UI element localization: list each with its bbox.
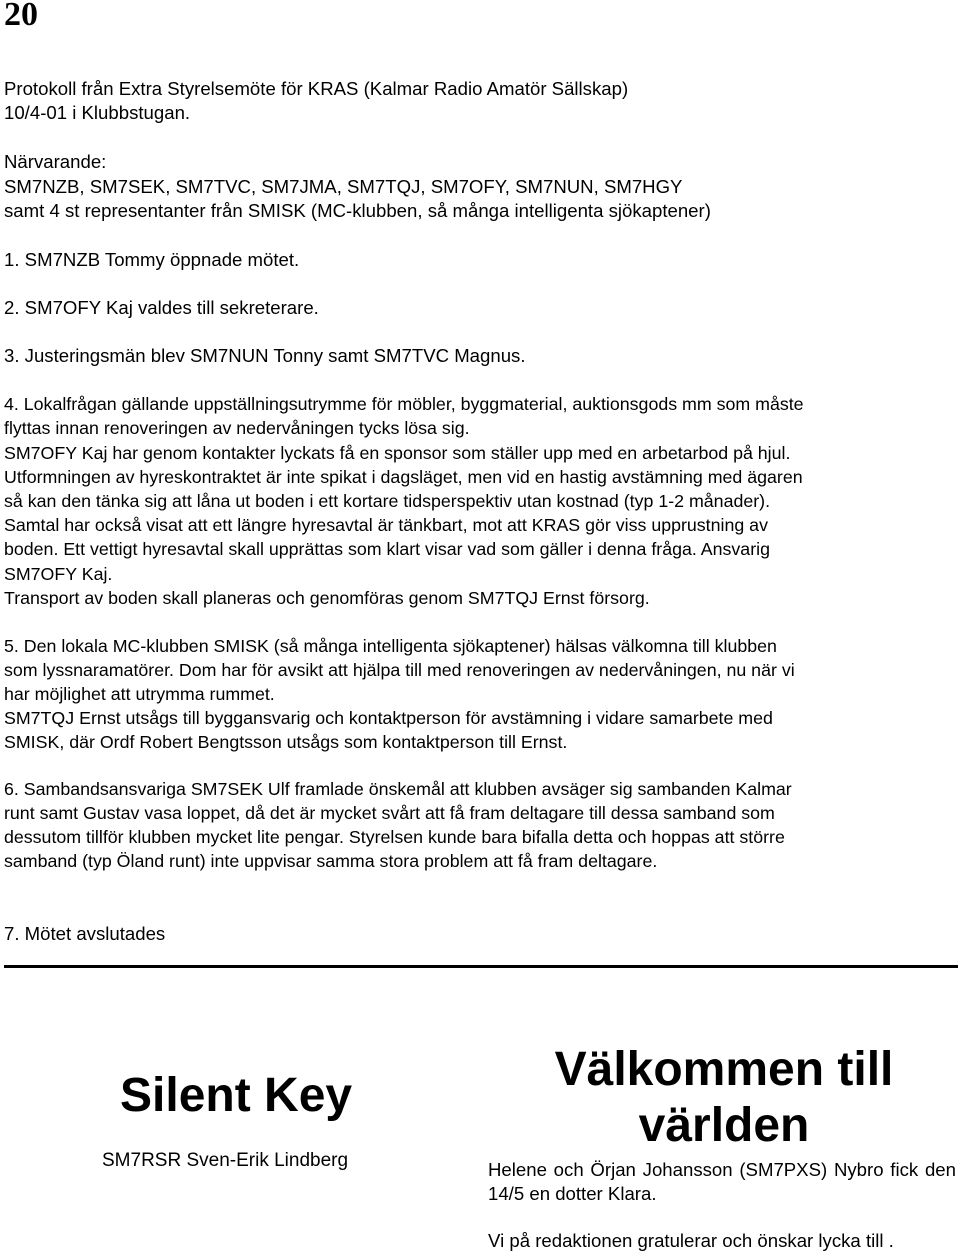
item-4-line: flyttas innan renoveringen av nedervåningen tycks lösa sig. [4, 418, 470, 438]
item-5-line: SMISK, där Ordf Robert Bengtsson utsågs som kontaktperson till Ernst. [4, 732, 568, 752]
minutes-title-line-1: Protokoll från Extra Styrelsemöte för KRAS (Kalmar Radio Amatör Sällskap) [4, 78, 629, 99]
item-4-line: Utformningen av hyreskontraktet är inte spikat i dagsläget, men vid en hastig avstämning med ägaren [4, 467, 803, 487]
attendance-label: Närvarande: [4, 151, 107, 172]
item-4-line: SM7OFY Kaj har genom kontakter lyckats få en sponsor som ställer upp med en arbetarbod på hjul. [4, 443, 791, 463]
welcome-heading [500, 1042, 948, 1154]
item-1: 1. SM7NZB Tommy öppnade mötet. [4, 249, 300, 270]
item-4-line: Transport av boden skall planeras och genomföras genom SM7TQJ Ernst försorg. [4, 588, 650, 608]
welcome-heading-line-2: världen [638, 1099, 810, 1152]
welcome-congratulations: Vi på redaktionen gratulerar och önskar lycka till . [488, 1230, 894, 1251]
item-6-line: samband (typ Öland runt) inte uppvisar samma stora problem att få fram deltagare. [4, 851, 658, 871]
attendance-extra: samt 4 st representanter från SMISK (MC-klubben, så många intelligenta sjökaptener) [4, 200, 711, 221]
item-5-line: 5. Den lokala MC-klubben SMISK (så många intelligenta sjökaptener) hälsas välkomna till klubben [4, 636, 777, 656]
silent-key-name: SM7RSR Sven-Erik Lindberg [102, 1150, 349, 1171]
attendance-names: SM7NZB, SM7SEK, SM7TVC, SM7JMA, SM7TQJ, SM7OFY, SM7NUN, SM7HGY [4, 176, 683, 197]
item-4-line: Samtal har också visat att ett längre hyresavtal är tänkbart, mot att KRAS gör viss upprustning av [4, 515, 768, 535]
item-5-line: har möjlighet att utrymma rummet. [4, 684, 275, 704]
welcome-announcement: Helene och Örjan Johansson (SM7PXS) Nybro fick den 14/5 en dotter Klara. [488, 1159, 956, 1205]
item-5-line: SM7TQJ Ernst utsågs till byggansvarig och kontaktperson för avstämning i vidare samarbete med [4, 708, 773, 728]
item-5-line: som lyssnaramatörer. Dom har för avsikt att hjälpa till med renoveringen av nedervåningen, nu när vi [4, 660, 795, 680]
item-4-line: boden. Ett vettigt hyresavtal skall upprättas som klart visar vad som gäller i denna fråga. Ansvarig [4, 539, 770, 559]
welcome-heading-line-1: Välkommen till [554, 1043, 894, 1096]
item-6-line: 6. Sambandsansvariga SM7SEK Ulf framlade önskemål att klubben avsäger sig sambanden Kalmar [4, 779, 792, 799]
item-4-line: så kan den tänka sig att låna ut boden i ett kortare tidsperspektiv utan kostnad (typ 1-2 månader). [4, 491, 771, 511]
item-2: 2. SM7OFY Kaj valdes till sekreterare. [4, 297, 319, 318]
item-6-line: dessutom tillför klubben mycket lite pengar. Styrelsen kunde bara bifalla detta och hoppas att större [4, 827, 785, 847]
item-4-line: 4. Lokalfrågan gällande uppställningsutrymme för möbler, byggmaterial, auktionsgods mm som måste [4, 394, 804, 414]
page-number: 20 [4, 0, 38, 33]
minutes-title-line-2: 10/4-01 i Klubbstugan. [4, 102, 191, 123]
item-4-line: SM7OFY Kaj. [4, 564, 113, 584]
section-divider [4, 965, 958, 968]
item-6-line: runt samt Gustav vasa loppet, då det är mycket svårt att få fram deltagare till dessa samband som [4, 803, 775, 823]
silent-key-heading: Silent Key [120, 1069, 353, 1122]
item-3: 3. Justeringsmän blev SM7NUN Tonny samt SM7TVC Magnus. [4, 345, 526, 366]
item-7: 7. Mötet avslutades [4, 923, 166, 944]
